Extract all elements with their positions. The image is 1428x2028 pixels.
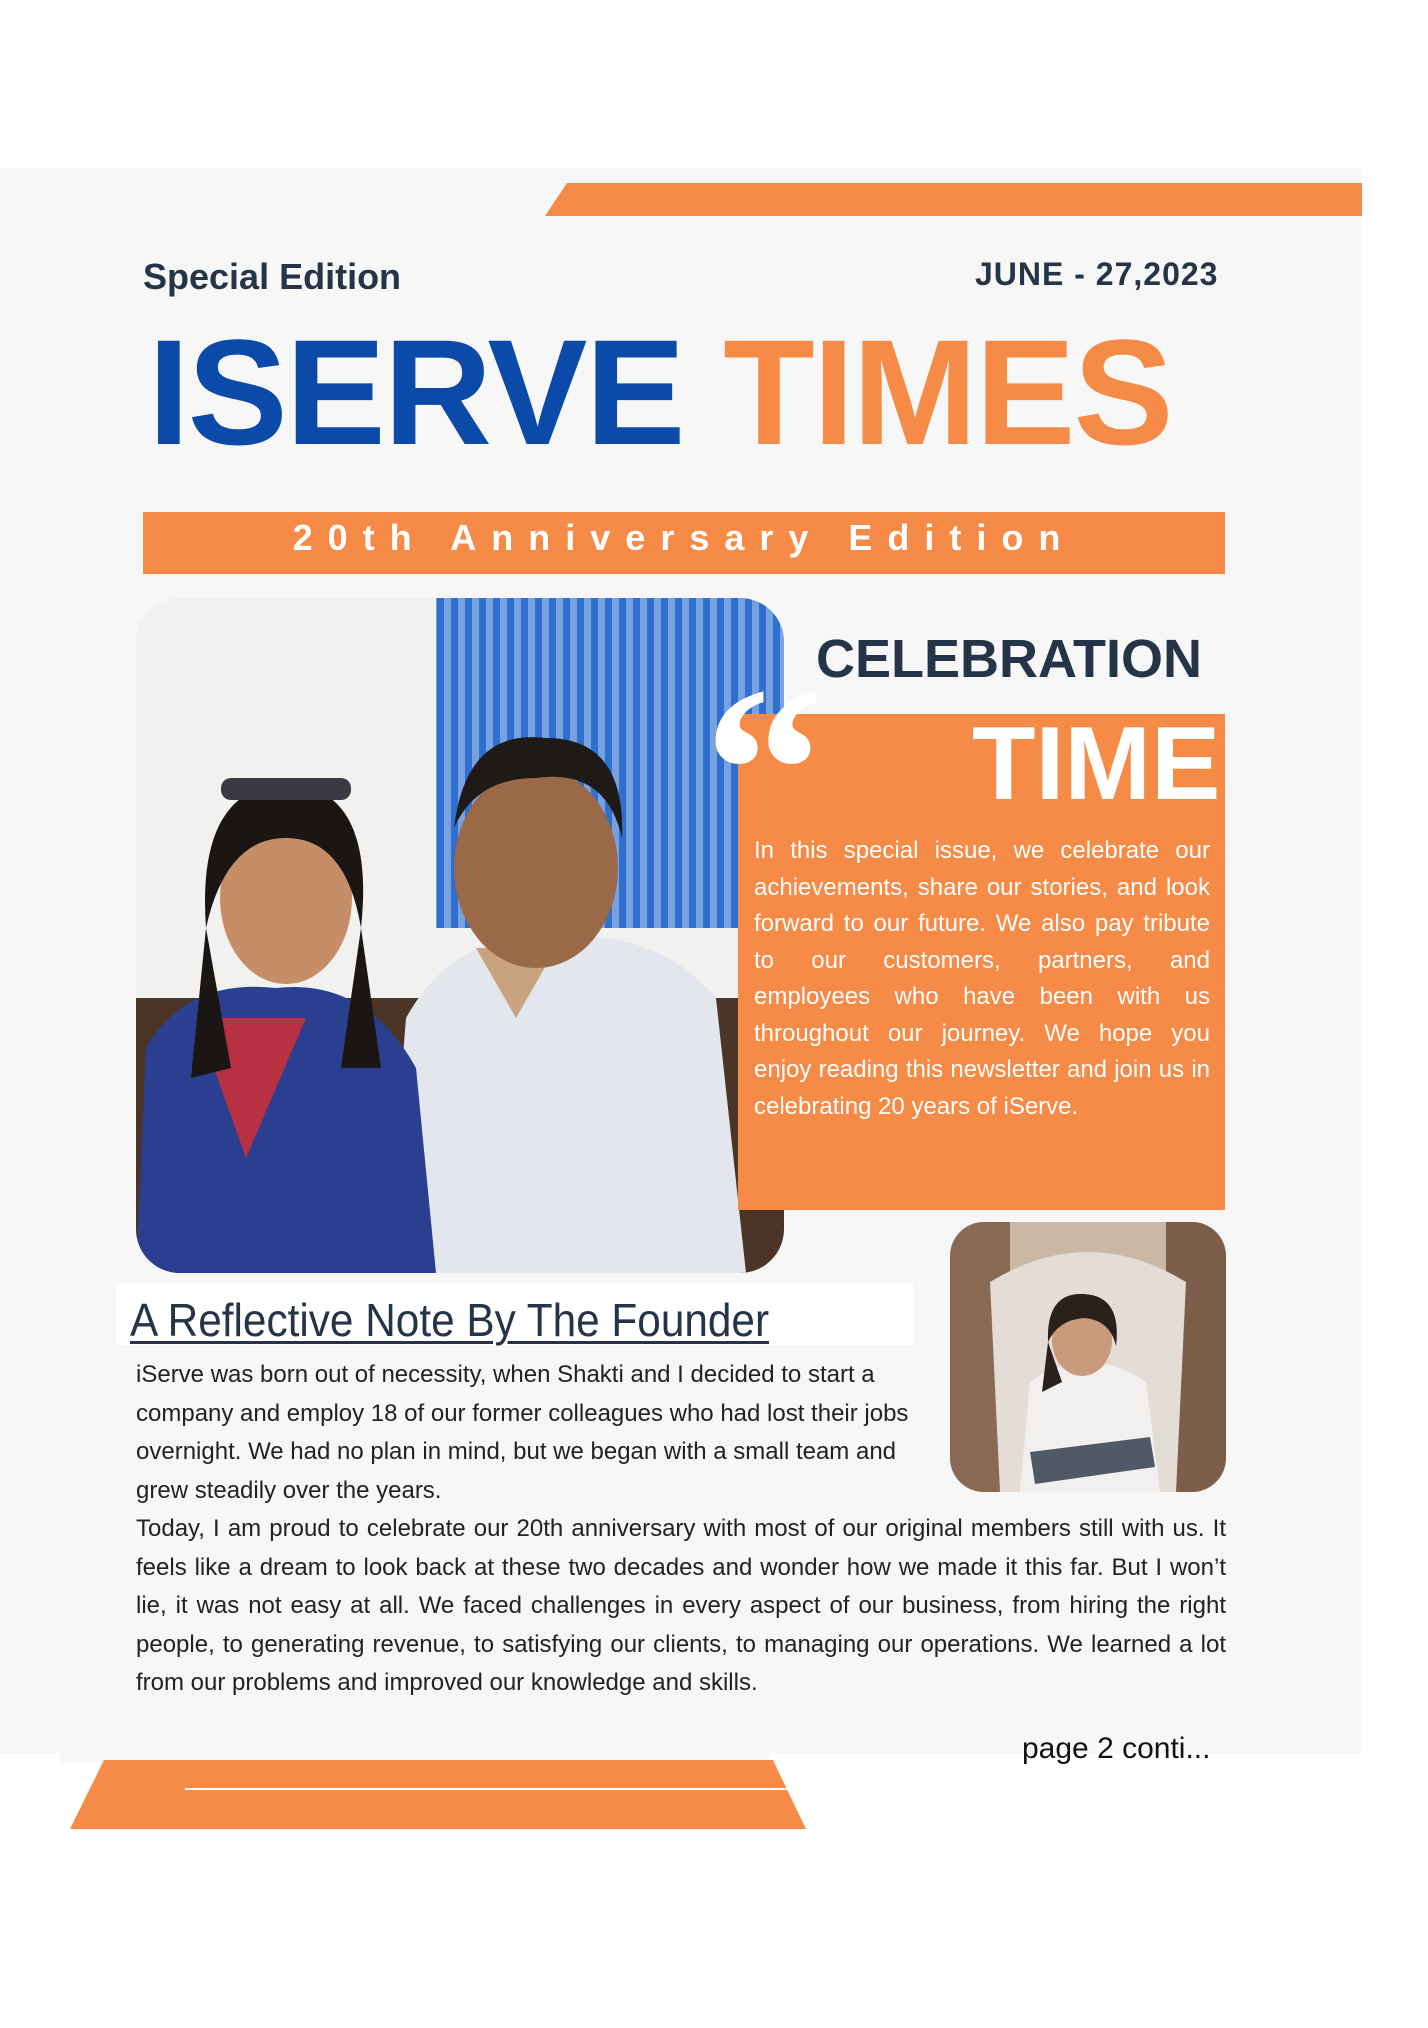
anniversary-banner-text: 20th Anniversary Edition <box>292 517 1076 558</box>
founders-photo <box>136 598 784 1273</box>
edition-label: Special Edition <box>143 256 402 297</box>
masthead-title <box>148 308 1172 476</box>
founder-portrait-image <box>950 1222 1226 1492</box>
issue-date: JUNE - 27,2023 <box>975 256 1219 292</box>
founders-photo-image <box>136 598 784 1273</box>
page-bottom-strip <box>60 1740 770 1762</box>
bottom-accent-bar <box>70 1760 806 1829</box>
article-body: Today, I am proud to celebrate our 20th anniversary with most of our original members still with us. It feels like a dream to look back at these two decades and wonder how we made it this far. But I won’t lie, it was not easy at all. We faced challenges in every aspect of our business, from hiring the right people, to generating revenue, to satisfying our clients, to managing our operations. We learned a lot from our problems and improved our knowledge and skills. <box>136 1515 1226 1696</box>
quote-mark-icon: “ <box>704 637 806 903</box>
masthead-title-times: TIMES <box>723 308 1172 476</box>
article-title: A Reflective Note By The Founder <box>130 1294 770 1346</box>
masthead-title-iserve: ISERVE <box>148 308 684 476</box>
anniversary-banner <box>143 512 1225 574</box>
article-intro: iServe was born out of necessity, when Shakti and I decided to start a company and employ 18 of our former colleagues who had lost their jobs overnight. We had no plan in mind, but we began with a small team and grew steadily over the years. <box>136 1361 909 1504</box>
bottom-divider-line <box>185 1788 825 1790</box>
feature-heading: CELEBRATION <box>816 629 1202 689</box>
feature-subheading: TIME <box>972 706 1221 822</box>
founder-portrait <box>950 1222 1226 1492</box>
feature-body: In this special issue, we celebrate our achievements, share our stories, and look forward to our future. We also pay tribute to our customers, partners, and employees who have been with us throughout our journey. We hope you enjoy reading this newsletter and join us in celebrating 20 years of iServe. <box>754 837 1210 1120</box>
continuation-label: page 2 conti... <box>1022 1732 1211 1765</box>
top-accent-bar <box>545 183 1362 216</box>
